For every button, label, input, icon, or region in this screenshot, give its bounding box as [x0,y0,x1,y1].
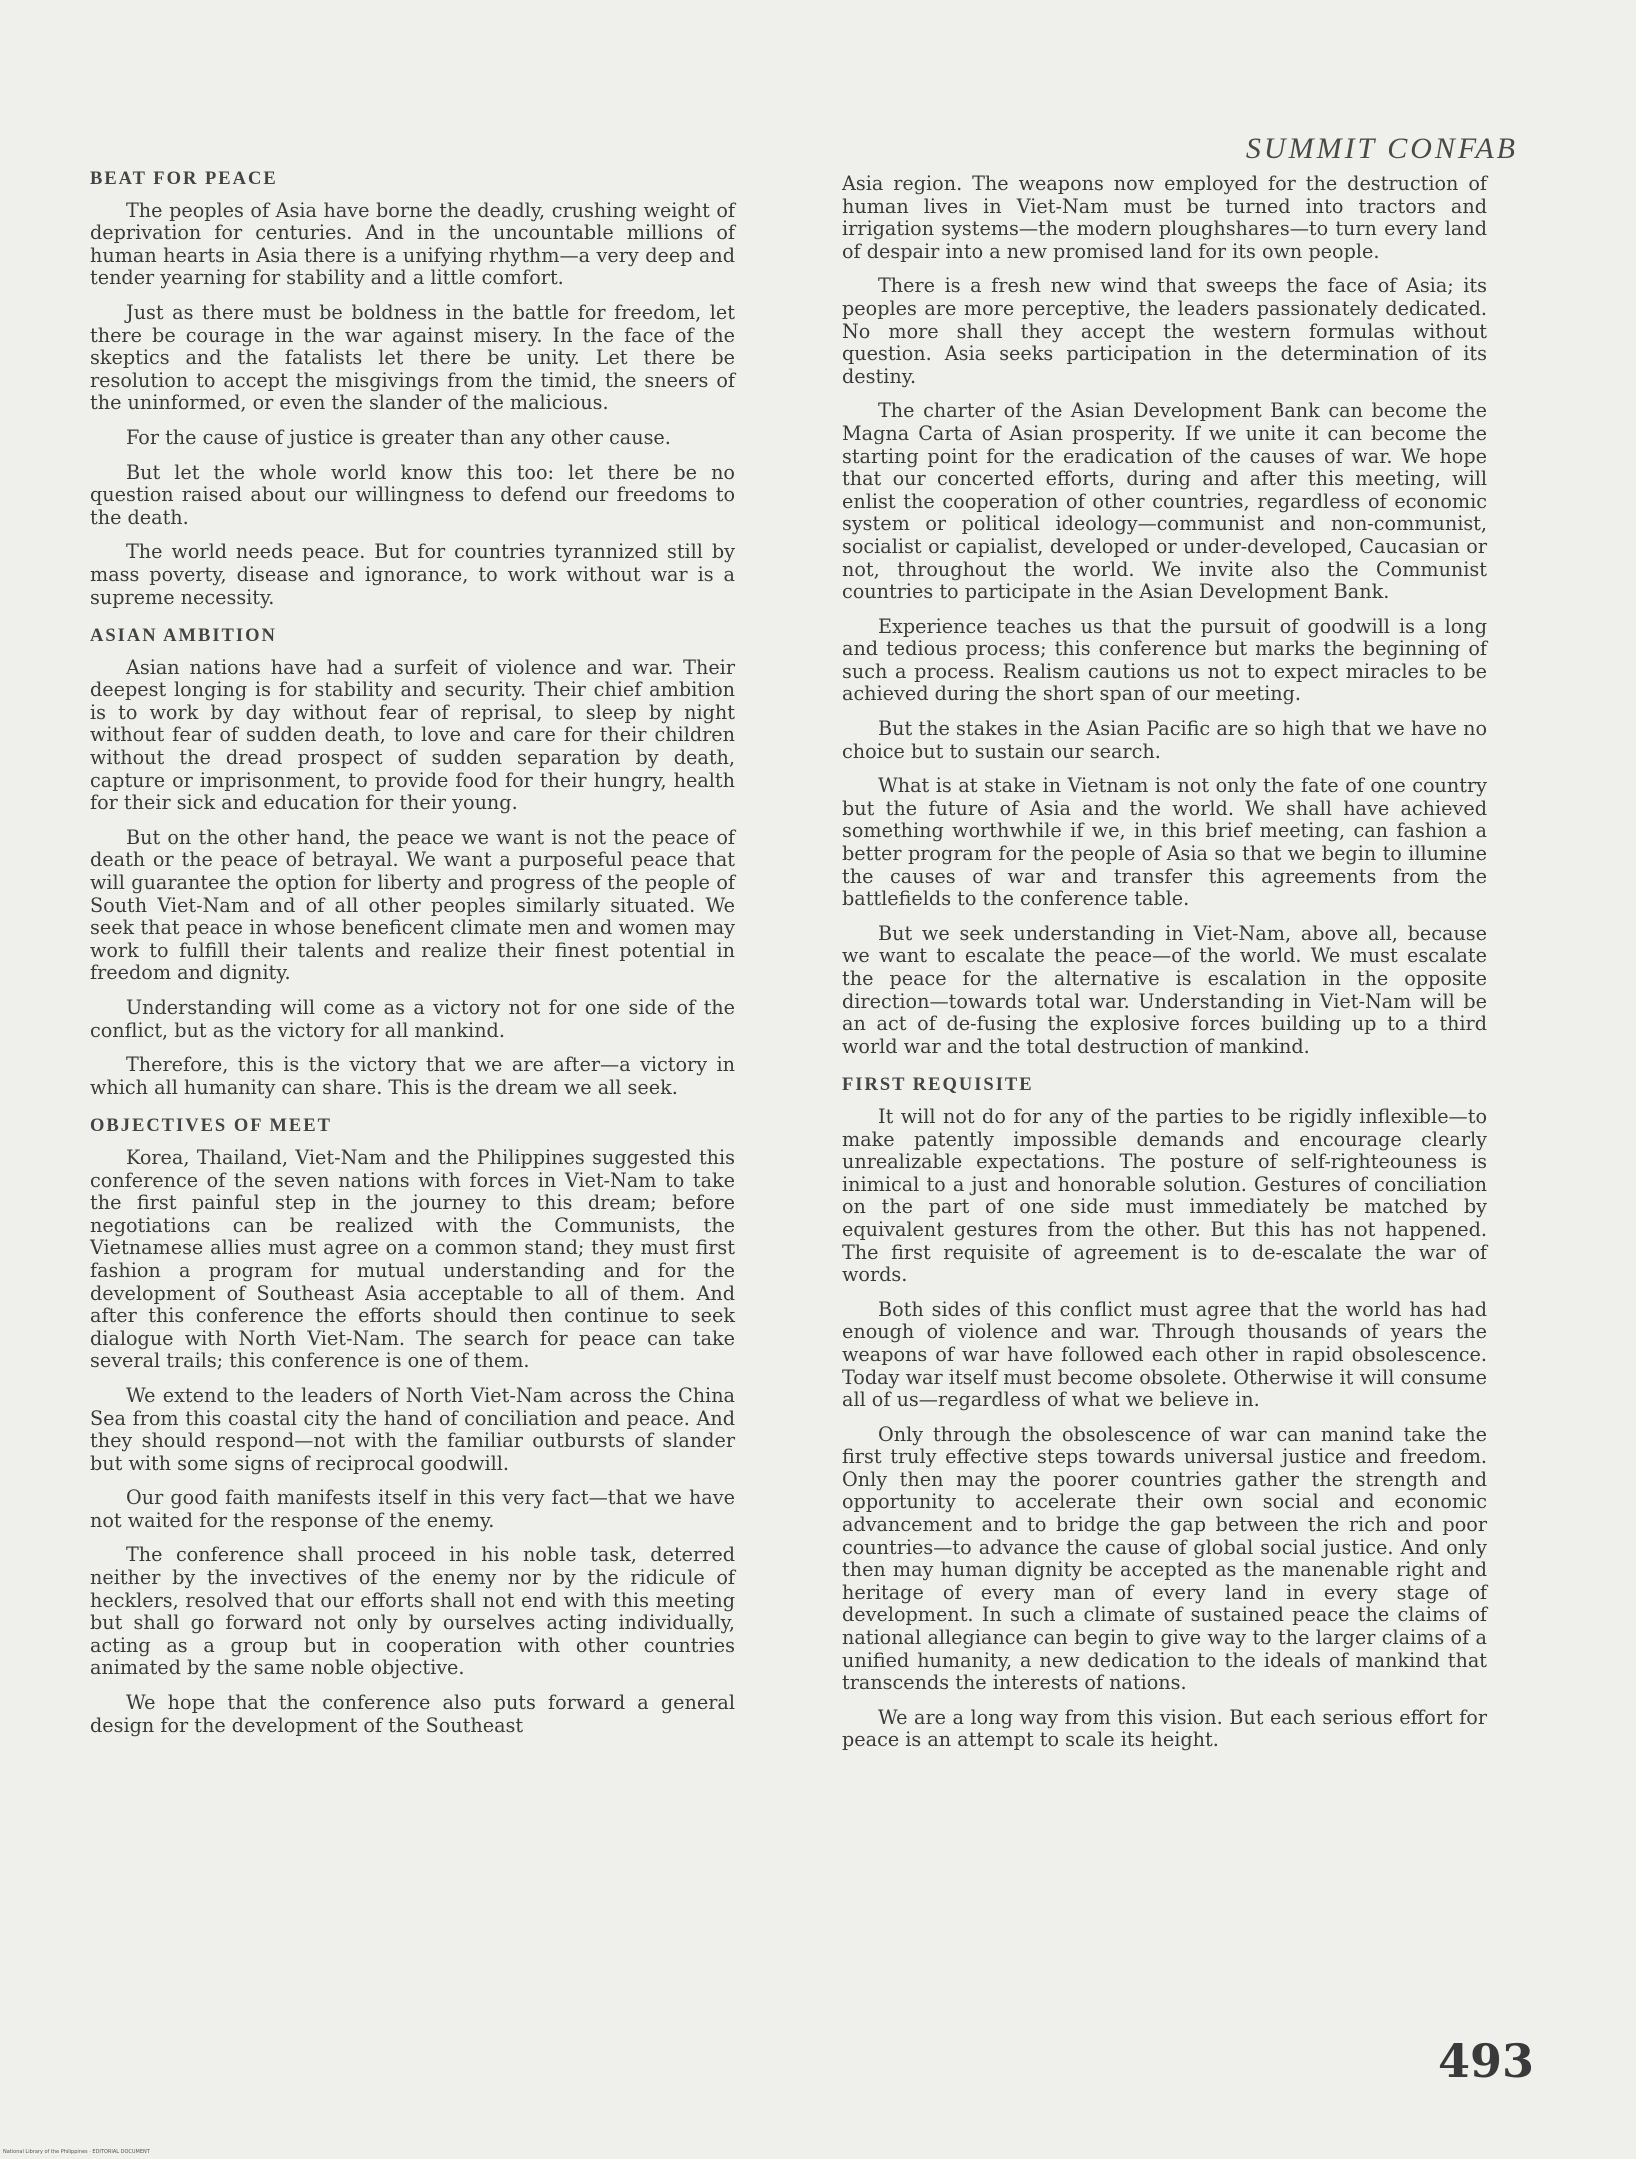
footer-note: National Library of the Philippines · EDITORIAL DOCUMENT [3,2149,150,2155]
paragraph: The world needs peace. But for countries tyrannized still by mass poverty, disease and ignorance, to work without war is a supreme necessity. [90,540,735,609]
section-heading: ASIAN AMBITION [90,626,277,647]
running-head: SUMMIT CONFAB [1245,132,1518,165]
paragraph: Only through the obsolescence of war can manind take the first truly effective steps towards universal justice and freedom. Only then may the poorer countries gather the strength and opportunity to accelerate their own social and economic advancement and to bridge the gap between the rich and poor countries—to advance the cause of global social justice. And only then may human dignity be accepted as the manenable right and heritage of every man of every land in every stage of development. In such a climate of sustained peace the claims of national allegiance can begin to give way to the larger claims of a unified humanity, a new dedication to the ideals of mankind that transcends the interests of nations. [842,1422,1487,1695]
paragraph: Experience teaches us that the pursuit of goodwill is a long and tedious process; this conference but marks the beginning of such a process. Realism cautions us not to expect miracles to be achieved during the short span of our meeting. [842,614,1487,706]
paragraph: Both sides of this conflict must agree that the world has had enough of violence and war. Through thousands of years the weapons of war have followed each other in rapid obsolescence. Today war itself must become obsolete. Otherwise it will consume all of us—regardless of what we believe in. [842,1297,1487,1412]
section-continued [842,173,1487,1058]
paragraph: Therefore, this is the victory that we are after—a victory in which all humanity can share. This is the dream we all seek. [90,1053,735,1099]
paragraph: What is at stake in Vietnam is not only the fate of one country but the future of Asia and the world. We shall have achieved something worthwhile if we, in this brief meeting, can fashion a better program for the people of Asia so that we begin to illumine the causes of war and transfer this agreements from the battlefields to the conference table. [842,774,1487,911]
paragraph: Understanding will come as a victory not for one side of the conflict, but as the victory for all mankind. [90,996,735,1042]
left-column [90,168,735,1749]
section-objectives-of-meet [90,1115,735,1737]
paragraph: But the stakes in the Asian Pacific are so high that we have no choice but to sustain our search. [842,717,1487,763]
section-first-requisite [842,1074,1487,1752]
paragraph: Our good faith manifests itself in this very fact—that we have not waited for the response of the enemy. [90,1486,735,1532]
paragraph: It will not do for any of the parties to be rigidly inflexible—to make patently impossible demands and encourage clearly unrealizable expectations. The posture of self-righteouness is inimical to a just and honorable solution. Gestures of conciliation on the part of one side must immediately be matched by equivalent gestures from the other. But this has not happened. The first requisite of agreement is to de-escalate the war of words. [842,1104,1487,1287]
paragraph: Just as there must be boldness in the battle for freedom, let there be courage in the war against misery. In the face of the skeptics and the fatalists let there be unity. Let there be resolution to accept the misgivings from the timid, the sneers of the uninformed, or even the slander of the malicious. [90,300,735,415]
paragraph: Korea, Thailand, Viet-Nam and the Philippines suggested this conference of the seven nations with forces in Viet-Nam to take the first painful step in the journey to this dream; before negotiations can be realized with the Communists, the Vietnamese allies must agree on a common stand; they must first fashion a program for mutual understanding and for the development of Southeast Asia acceptable to all of them. And after this conference the efforts should then continue to seek dialogue with North Viet-Nam. The search for peace can take several trails; this conference is one of them. [90,1145,735,1373]
paragraph: Asian nations have had a surfeit of violence and war. Their deepest longing is for stability and security. Their chief ambition is to work by day without fear of reprisal, to sleep by night without fear of sudden death, to love and care for their children without the dread prospect of sudden separation by death, capture or imprisonment, to provide food for their hungry, health for their sick and education for their young. [90,655,735,815]
paragraph: But let the whole world know this too: let there be no question raised about our willingness to defend our freedoms to the death. [90,460,735,529]
paragraph: For the cause of justice is greater than any other cause. [126,425,671,449]
paragraph: The conference shall proceed in his noble task, deterred neither by the invectives of the enemy nor by the ridicule of hecklers, resolved that our efforts shall not end with this meeting but shall go forward not only by ourselves acting individually, acting as a group but in cooperation with other countries animated by the same noble objective. [90,1543,735,1680]
right-column [842,173,1487,1764]
section-asian-ambition [90,625,735,1099]
paragraph: The charter of the Asian Development Bank can become the Magna Carta of Asian prosperity. If we unite it can become the starting point for the eradication of the causes of war. We hope that our concerted efforts, during and after this meeting, will enlist the cooperation of other countries, regardless of economic system or political ideology—communist and non-communist, socialist or capialist, developed or under-developed, Caucasian or not, throughout the world. We invite also the Communist countries to participate in the Asian Development Bank. [842,399,1487,604]
page-number: 493 [1438,2034,1535,2088]
paragraph: But on the other hand, the peace we want is not the peace of death or the peace of betrayal. We want a purposeful peace that will guarantee the option for liberty and progress of the people of South Viet-Nam and of all other peoples similarly situated. We seek that peace in whose beneficent climate men and women may work to fulfill their talents and realize their finest potential in freedom and dignity. [90,825,735,985]
paragraph: We hope that the conference also puts forward a general design for the development of the Southeast [90,1691,735,1737]
section-beat-for-peace [90,168,735,609]
section-heading: OBJECTIVES OF MEET [90,1116,332,1137]
paragraph: But we seek understanding in Viet-Nam, above all, because we want to escalate the peace—of the world. We must escalate the peace for the alternative is escalation in the opposite direction—towards total war. Understanding in Viet-Nam will be an act of de-fusing the explosive forces building up to a third world war and the total destruction of mankind. [842,921,1487,1058]
section-heading: FIRST REQUISITE [842,1075,1034,1096]
paragraph: We extend to the leaders of North Viet-Nam across the China Sea from this coastal city the hand of conciliation and peace. And they should respond—not with the familiar outbursts of slander but with some signs of reciprocal goodwill. [90,1383,735,1475]
paragraph: We are a long way from this vision. But each serious effort for peace is an attempt to scale its height. [842,1705,1487,1752]
paragraph: The peoples of Asia have borne the deadly, crushing weight of deprivation for centuries. And in the uncountable millions of human hearts in Asia there is a unifying rhythm—a very deep and tender yearning for stability and a little comfort. [90,198,735,290]
section-heading: BEAT FOR PEACE [90,169,278,189]
paragraph: Asia region. The weapons now employed for the destruction of human lives in Viet-Nam must be turned into tractors and irrigation systems—the modern ploughshares—to turn every land of despair into a new promised land for its own people. [842,172,1487,263]
paragraph: There is a fresh new wind that sweeps the face of Asia; its peoples are more perceptive, the leaders passionately dedicated. No more shall they accept the western formulas without question. Asia seeks participation in the determination of its destiny. [842,274,1487,388]
